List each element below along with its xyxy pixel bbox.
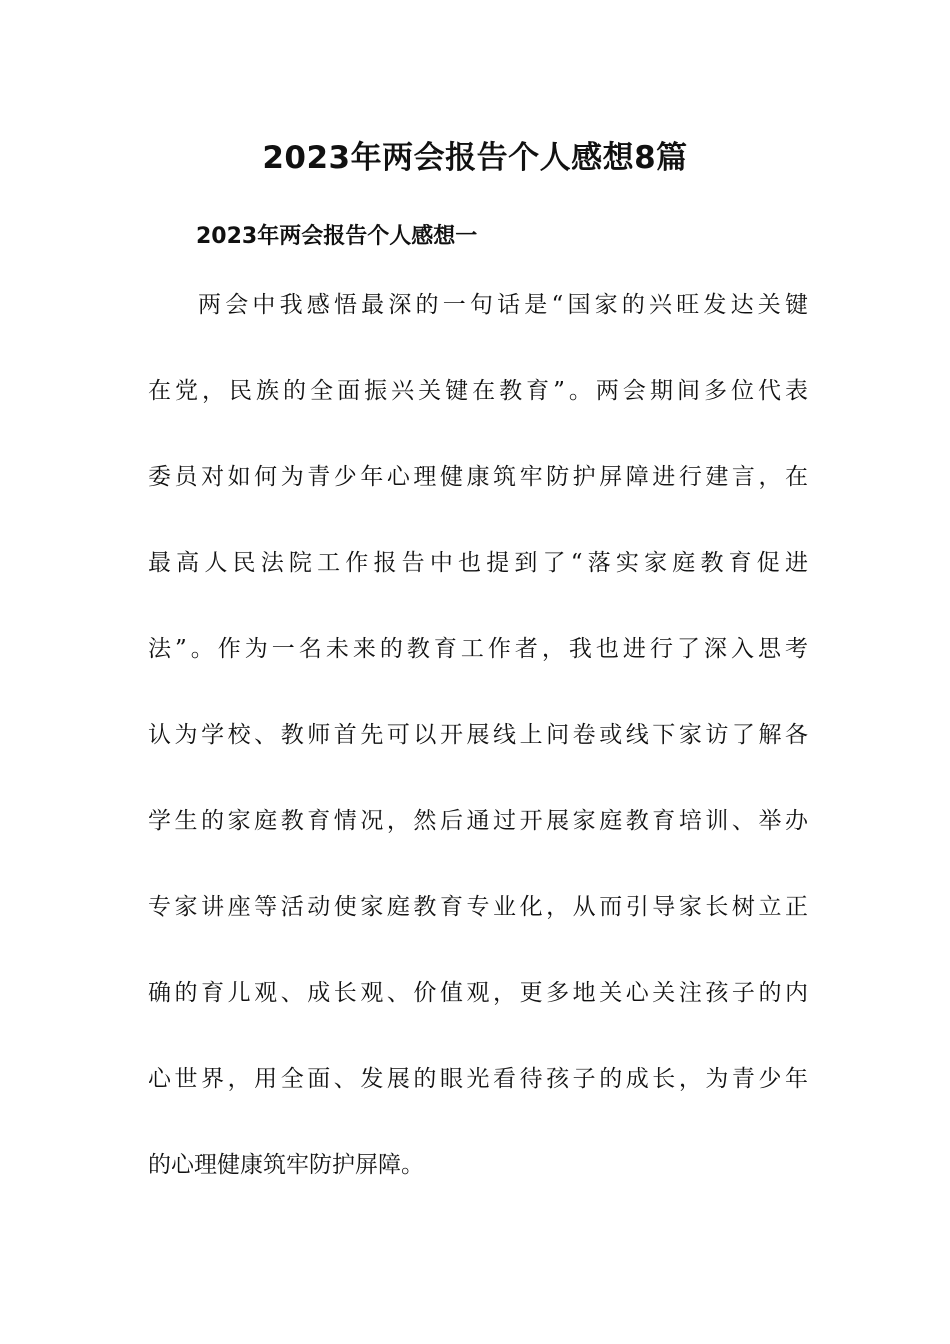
paragraph-line: 专家讲座等活动使家庭教育专业化，从而引导家长树立正 — [148, 894, 808, 920]
paragraph-line: 的心理健康筑牢防护屏障。 — [148, 1152, 424, 1178]
paragraph-line: 两会中我感悟最深的一句话是“国家的兴旺发达关键 — [198, 292, 808, 318]
paragraph-line: 最高人民法院工作报告中也提到了“落实家庭教育促进 — [148, 550, 808, 576]
document-title: 2023年两会报告个人感想8篇 — [262, 140, 688, 176]
section-heading: 2023年两会报告个人感想一 — [196, 224, 478, 249]
paragraph-line: 委员对如何为青少年心理健康筑牢防护屏障进行建言，在 — [148, 464, 808, 490]
paragraph-line: 确的育儿观、成长观、价值观，更多地关心关注孩子的内 — [148, 980, 808, 1006]
paragraph-line: 法”。作为一名未来的教育工作者，我也进行了深入思考 — [148, 636, 808, 662]
paragraph-line: 心世界，用全面、发展的眼光看待孩子的成长，为青少年 — [148, 1066, 808, 1092]
paragraph-line: 在党，民族的全面振兴关键在教育”。两会期间多位代表 — [148, 378, 808, 404]
paragraph-line: 学生的家庭教育情况，然后通过开展家庭教育培训、举办 — [148, 808, 808, 834]
paragraph-line: 认为学校、教师首先可以开展线上问卷或线下家访了解各 — [148, 722, 808, 748]
